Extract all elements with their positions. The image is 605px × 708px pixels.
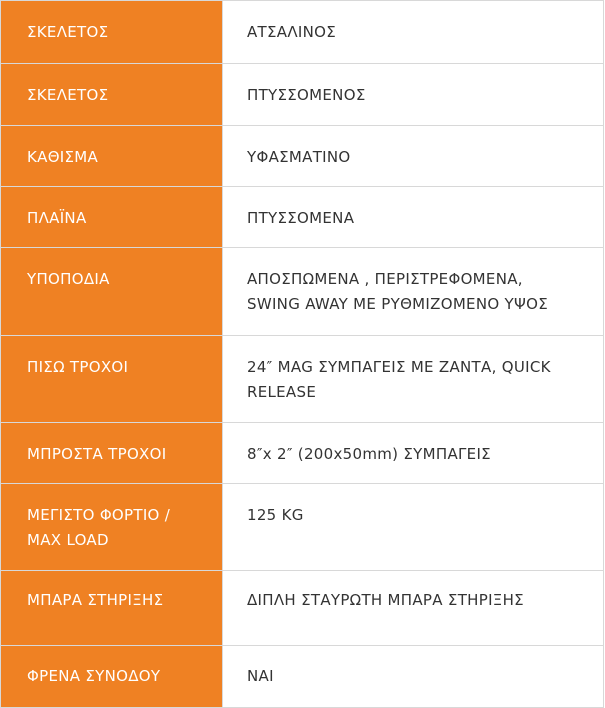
table-row <box>1 646 604 708</box>
spec-label: ΥΠΟΠΟΔΙΑ <box>27 270 110 288</box>
spec-label-cell <box>1 646 223 708</box>
spec-value: 24″ MAG ΣΥΜΠΑΓΕΙΣ ΜΕ ΖΑΝΤΑ, QUICK RELEASE <box>247 358 551 401</box>
spec-value: ΠΤΥΣΣΟΜΕΝΑ <box>247 209 355 227</box>
spec-label: ΣΚΕΛΕΤΟΣ <box>27 86 109 104</box>
spec-value: ΑΤΣΑΛΙΝΟΣ <box>247 23 337 41</box>
table-row <box>1 423 604 484</box>
spec-value: ΑΠΟΣΠΩΜΕΝΑ , ΠΕΡΙΣΤΡΕΦΟΜΕΝΑ, SWING AWAY ΜΕ ΡΥΘΜΙΖΟΜΕΝΟ ΥΨΟΣ <box>247 270 548 313</box>
spec-label-cell <box>1 187 223 248</box>
table-row <box>1 187 604 248</box>
spec-label-cell <box>1 248 223 336</box>
spec-value-cell <box>223 126 604 187</box>
spec-label-cell <box>1 484 223 571</box>
spec-label: ΚΑΘΙΣΜΑ <box>27 148 99 166</box>
spec-label-cell <box>1 64 223 126</box>
spec-label-cell <box>1 423 223 484</box>
spec-label: ΠΛΑΪΝΑ <box>27 209 87 227</box>
spec-value-cell <box>223 187 604 248</box>
spec-value-cell <box>223 484 604 571</box>
table-row <box>1 484 604 571</box>
spec-label-cell <box>1 126 223 187</box>
spec-label: ΜΠΡΟΣΤΑ ΤΡΟΧΟΙ <box>27 445 167 463</box>
spec-label: ΦΡΕΝΑ ΣΥΝΟΔΟΥ <box>27 667 161 685</box>
spec-value-cell <box>223 1 604 64</box>
spec-label: ΣΚΕΛΕΤΟΣ <box>27 23 109 41</box>
spec-value: ΔΙΠΛΗ ΣΤΑΥΡΩΤΗ ΜΠΑΡΑ ΣΤΗΡΙΞΗΣ <box>247 591 524 609</box>
table-row <box>1 126 604 187</box>
spec-label-cell <box>1 336 223 423</box>
table-row <box>1 336 604 423</box>
spec-label: ΜΠΑΡΑ ΣΤΗΡΙΞΗΣ <box>27 591 164 609</box>
spec-value: ΝΑΙ <box>247 667 274 685</box>
spec-label-cell <box>1 571 223 646</box>
table-row <box>1 1 604 64</box>
table-row <box>1 248 604 336</box>
spec-value-cell <box>223 336 604 423</box>
spec-label: ΠΙΣΩ ΤΡΟΧΟΙ <box>27 358 129 376</box>
spec-value-cell <box>223 248 604 336</box>
spec-label-cell <box>1 1 223 64</box>
spec-value: 125 KG <box>247 506 304 524</box>
table-row <box>1 64 604 126</box>
spec-value-cell <box>223 64 604 126</box>
spec-value: 8″x 2″ (200x50mm) ΣΥΜΠΑΓΕΙΣ <box>247 445 491 463</box>
table-row <box>1 571 604 646</box>
spec-label: ΜΕΓΙΣΤΟ ΦΟΡΤΙΟ / MAX LOAD <box>27 506 171 549</box>
spec-value-cell <box>223 646 604 708</box>
spec-value: ΥΦΑΣΜΑΤΙΝΟ <box>247 148 351 166</box>
spec-value: ΠΤΥΣΣΟΜΕΝΟΣ <box>247 86 366 104</box>
spec-value-cell <box>223 423 604 484</box>
spec-value-cell <box>223 571 604 646</box>
